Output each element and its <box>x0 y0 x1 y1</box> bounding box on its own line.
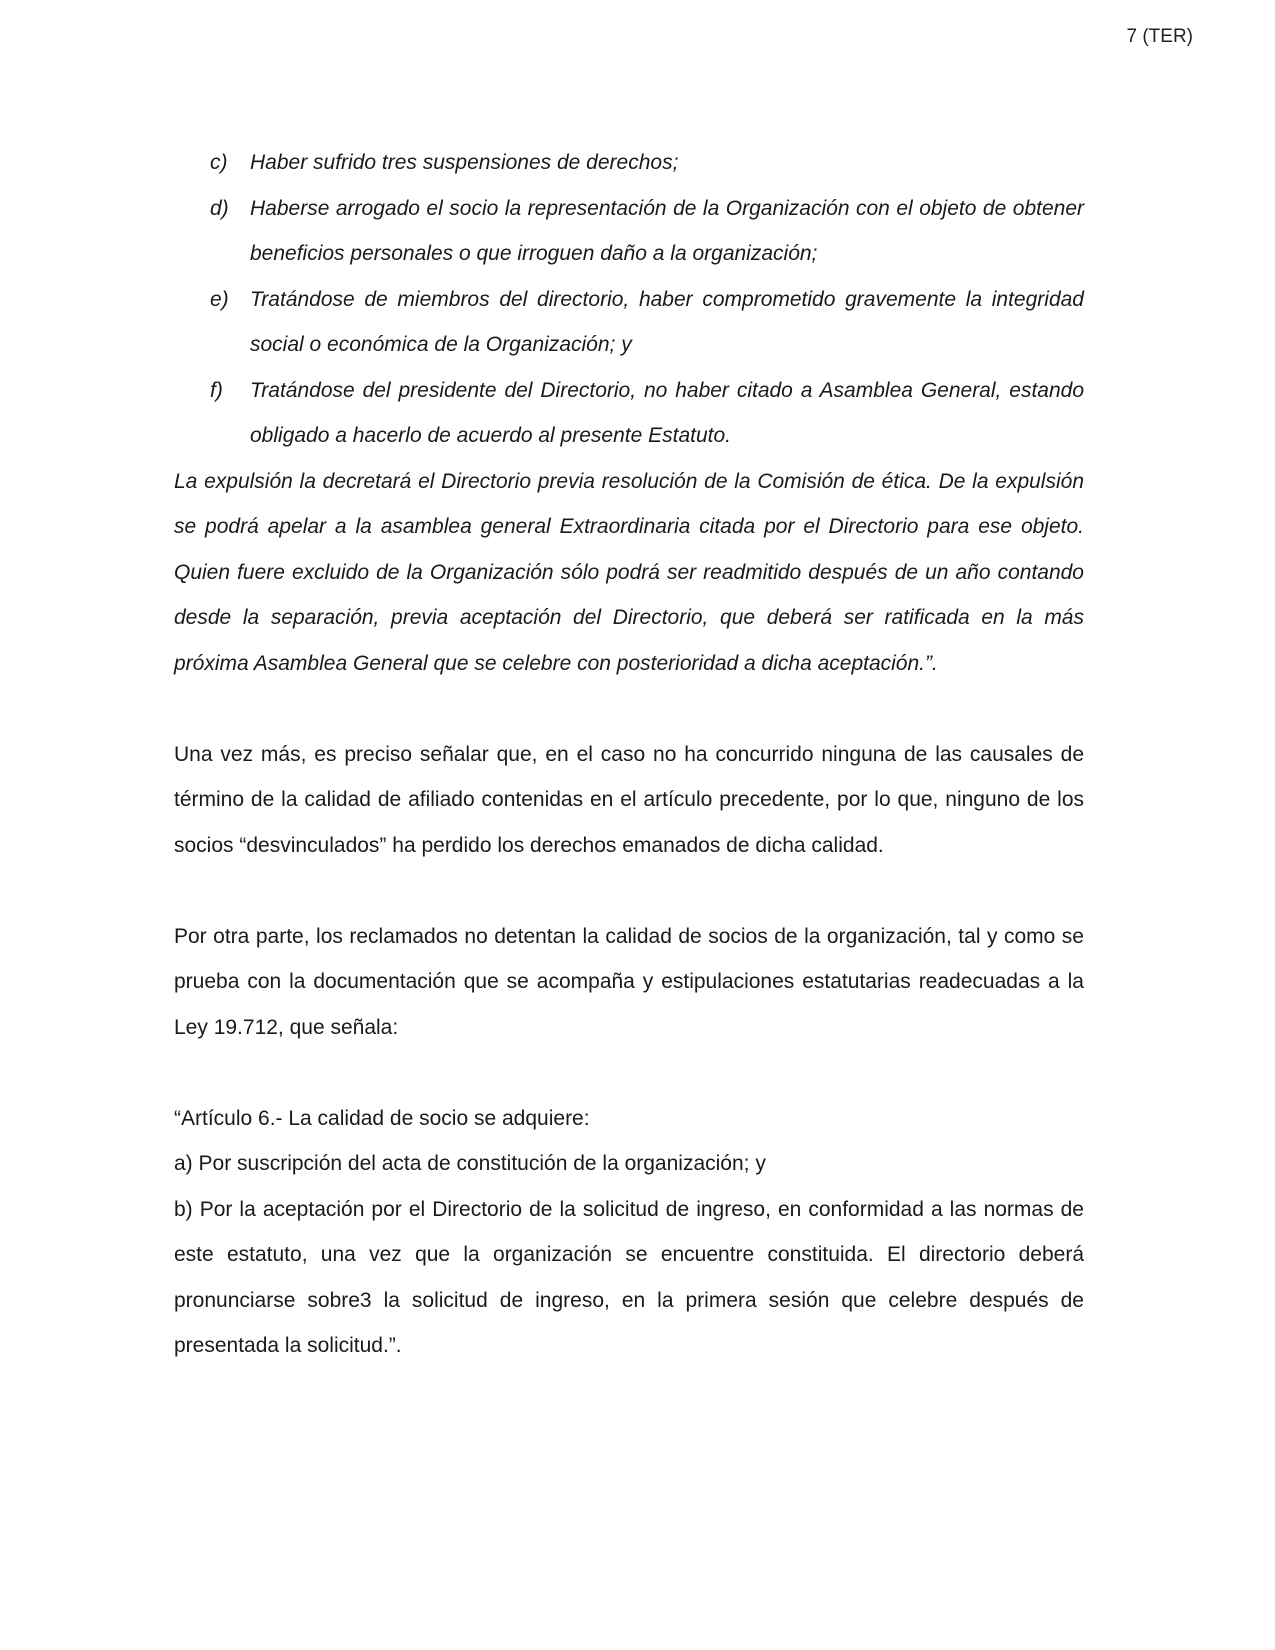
document-body <box>174 140 1084 1369</box>
paragraph-spacer <box>174 868 1084 914</box>
causales-list <box>174 140 1084 459</box>
list-marker: d) <box>210 196 229 220</box>
article-heading: “Artículo 6.- La calidad de socio se adquiere: <box>174 1106 590 1130</box>
article-item-b: b) Por la aceptación por el Directorio de la solicitud de ingreso, en conformidad a las normas de este estatuto, una vez que la organización se encuentre constituida. El directorio deberá pronunciarse sobre3 la solicitud de ingreso, en la primera sesión que celebre después de presentada la solicitud.”. <box>174 1197 1084 1357</box>
expulsion-paragraph: La expulsión la decretará el Directorio previa resolución de la Comisión de ética. De la expulsión se podrá apelar a la asamblea general Extraordinaria citada por el Directorio para ese objeto. Quien fuere excluido de la Organización sólo podrá ser readmitido después de un año contando desde la separación, previa aceptación del Directorio, que deberá ser ratificada en la más próxima Asamblea General que se celebre con posterioridad a dicha aceptación.”. <box>174 469 1084 675</box>
list-text: Haber sufrido tres suspensiones de derechos; <box>250 151 679 174</box>
list-item <box>174 186 1084 277</box>
paragraph-spacer <box>174 686 1084 732</box>
list-item <box>174 277 1084 368</box>
article-item-a: a) Por suscripción del acta de constitución de la organización; y <box>174 1152 766 1175</box>
list-marker: f) <box>210 378 223 402</box>
article-quote <box>174 1096 1084 1369</box>
list-marker: c) <box>210 151 228 174</box>
list-text: Tratándose de miembros del directorio, haber comprometido gravemente la integridad social o económica de la Organización; y <box>250 287 1084 356</box>
list-marker: e) <box>210 287 229 311</box>
list-item <box>174 368 1084 459</box>
list-text: Haberse arrogado el socio la representación de la Organización con el objeto de obtener beneficios personales o que irroguen daño a la organización; <box>250 196 1084 265</box>
page-number: 7 (TER) <box>1126 26 1193 47</box>
paragraph-reclamados: Por otra parte, los reclamados no detentan la calidad de socios de la organización, tal y como se prueba con la documentación que se acompaña y estipulaciones estatutarias readecuadas a la Ley 19.712, que señala: <box>174 924 1084 1039</box>
list-text: Tratándose del presidente del Directorio, no haber citado a Asamblea General, estando obligado a hacerlo de acuerdo al presente Estatuto. <box>250 378 1084 447</box>
list-item <box>174 140 1084 186</box>
paragraph-spacer <box>174 1050 1084 1096</box>
paragraph-causales: Una vez más, es preciso señalar que, en el caso no ha concurrido ninguna de las causales de término de la calidad de afiliado contenidas en el artículo precedente, por lo que, ninguno de los socios “desvinculados” ha perdido los derechos emanados de dicha calidad. <box>174 742 1084 857</box>
